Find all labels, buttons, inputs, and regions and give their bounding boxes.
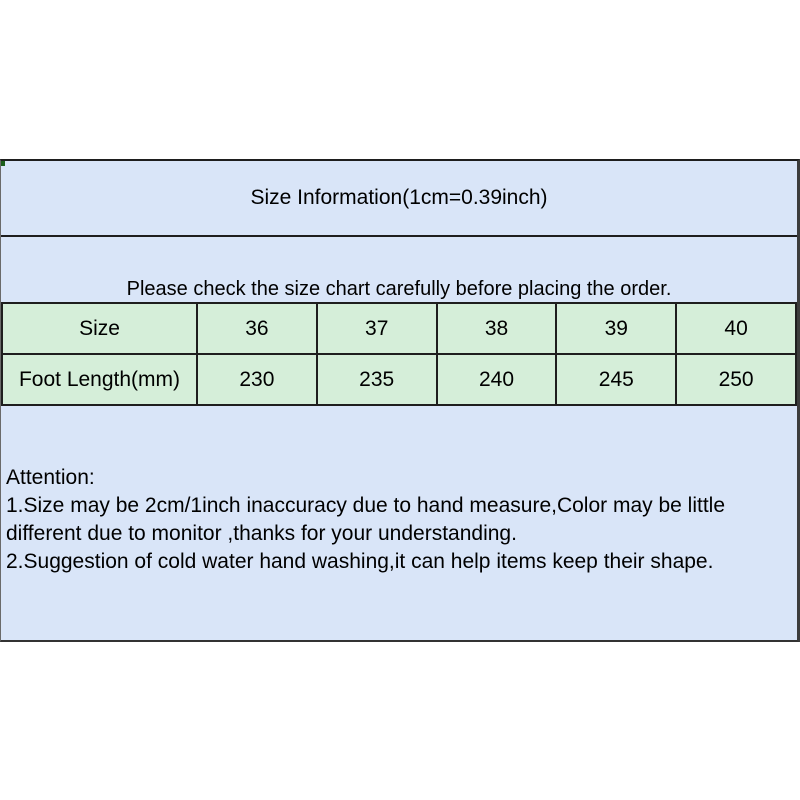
table-row-foot-length — [2, 354, 796, 405]
foot-length-value: 230 — [197, 354, 317, 405]
size-value: 37 — [317, 303, 437, 354]
table-row-size — [2, 303, 796, 354]
foot-length-value: 235 — [317, 354, 437, 405]
foot-length-value: 250 — [676, 354, 796, 405]
notice-text: Please check the size chart carefully before placing the order. — [126, 278, 672, 300]
notice-band — [1, 237, 797, 302]
size-value: 39 — [556, 303, 676, 354]
row-header-foot-length: Foot Length(mm) — [2, 354, 197, 405]
attention-line: different due to monitor ,thanks for your understanding. — [6, 522, 517, 545]
foot-length-value: 240 — [437, 354, 557, 405]
attention-heading: Attention: — [6, 466, 95, 489]
attention-line: 1.Size may be 2cm/1inch inaccuracy due to hand measure,Color may be little — [6, 494, 726, 517]
size-info-sheet — [0, 159, 800, 642]
size-table — [1, 302, 797, 406]
attention-band — [1, 406, 797, 636]
size-value: 38 — [437, 303, 557, 354]
page-title: Size Information(1cm=0.39inch) — [250, 186, 548, 209]
green-pixel-artifact — [1, 161, 5, 166]
row-header-size: Size — [2, 303, 197, 354]
title-band — [1, 161, 797, 237]
attention-line: 2.Suggestion of cold water hand washing,it can help items keep their shape. — [6, 550, 714, 573]
size-value: 36 — [197, 303, 317, 354]
foot-length-value: 245 — [556, 354, 676, 405]
size-value: 40 — [676, 303, 796, 354]
